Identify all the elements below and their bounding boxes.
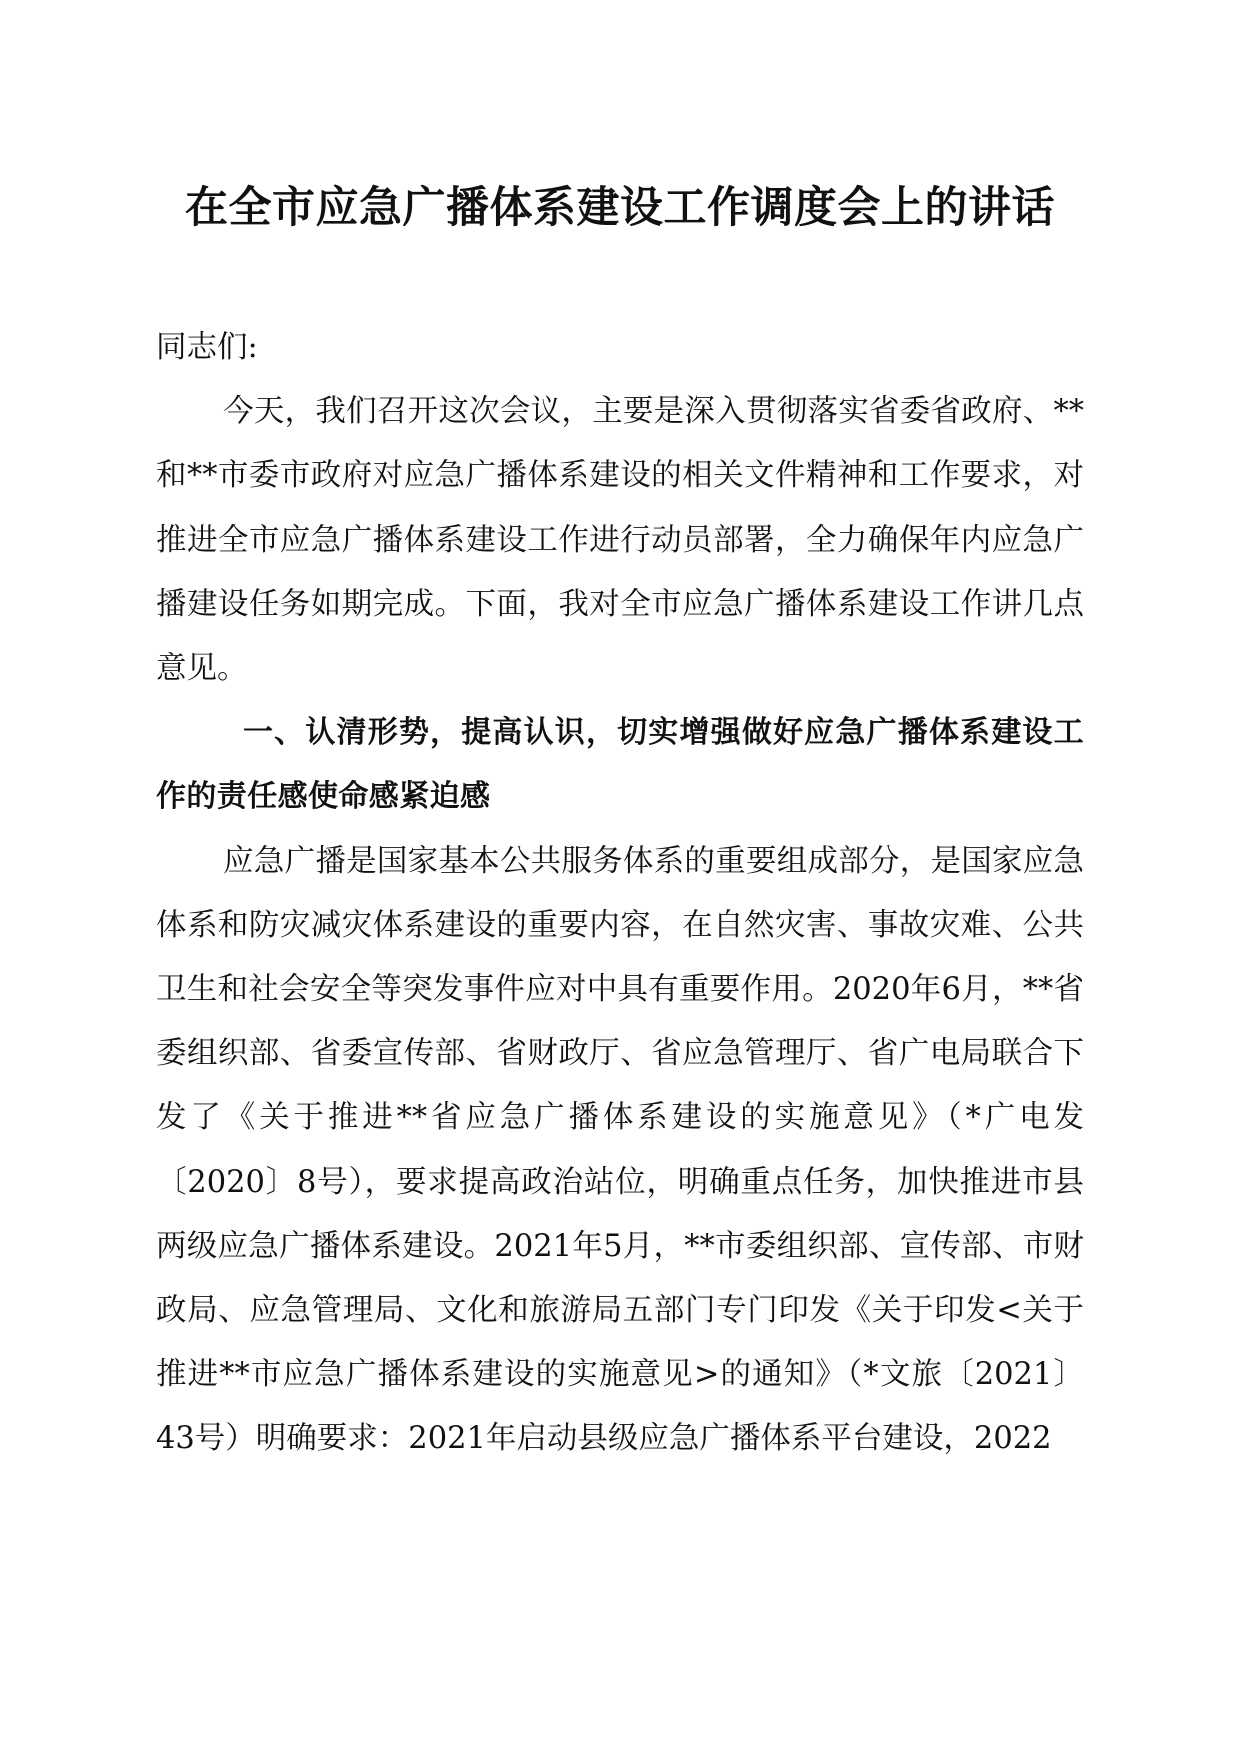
document-title: 在全市应急广播体系建设工作调度会上的讲话 — [185, 183, 1055, 233]
section-heading-1: 一、认清形势，提高认识，切实增强做好应急广播体系建设工作的责任感使命感紧迫感 — [156, 715, 1084, 815]
document-body — [156, 316, 1084, 1472]
paragraph-section-1: 应急广播是国家基本公共服务体系的重要组成部分，是国家应急体系和防灾减灾体系建设的重要内容，在自然灾害、事故灾难、公共卫生和社会安全等突发事件应对中具有重要作用。2020年6月，**省委组织部、省委宣传部、省财政厅、省应急管理厅、省广电局联合下发了《关于推进**省应急广播体系建设的实施意见》（*广电发〔2020〕8号），要求提高政治站位，明确重点任务，加快推进市县两级应急广播体系建设。2021年5月，**市委组织部、宣传部、市财政局、应急管理局、文化和旅游局五部门专门印发《关于印发<关于推进**市应急广播体系建设的实施意见>的通知》（*文旅〔2021〕43号）明确要求：2021年启动县级应急广播体系平台建设，2022 — [156, 843, 1084, 1457]
salutation: 同志们: — [156, 330, 258, 365]
paragraph-intro: 今天，我们召开这次会议，主要是深入贯彻落实省委省政府、**和**市委市政府对应急广播体系建设的相关文件精神和工作要求，对推进全市应急广播体系建设工作进行动员部署，全力确保年内应急广播建设任务如期完成。下面，我对全市应急广播体系建设工作讲几点意见。 — [156, 394, 1084, 687]
